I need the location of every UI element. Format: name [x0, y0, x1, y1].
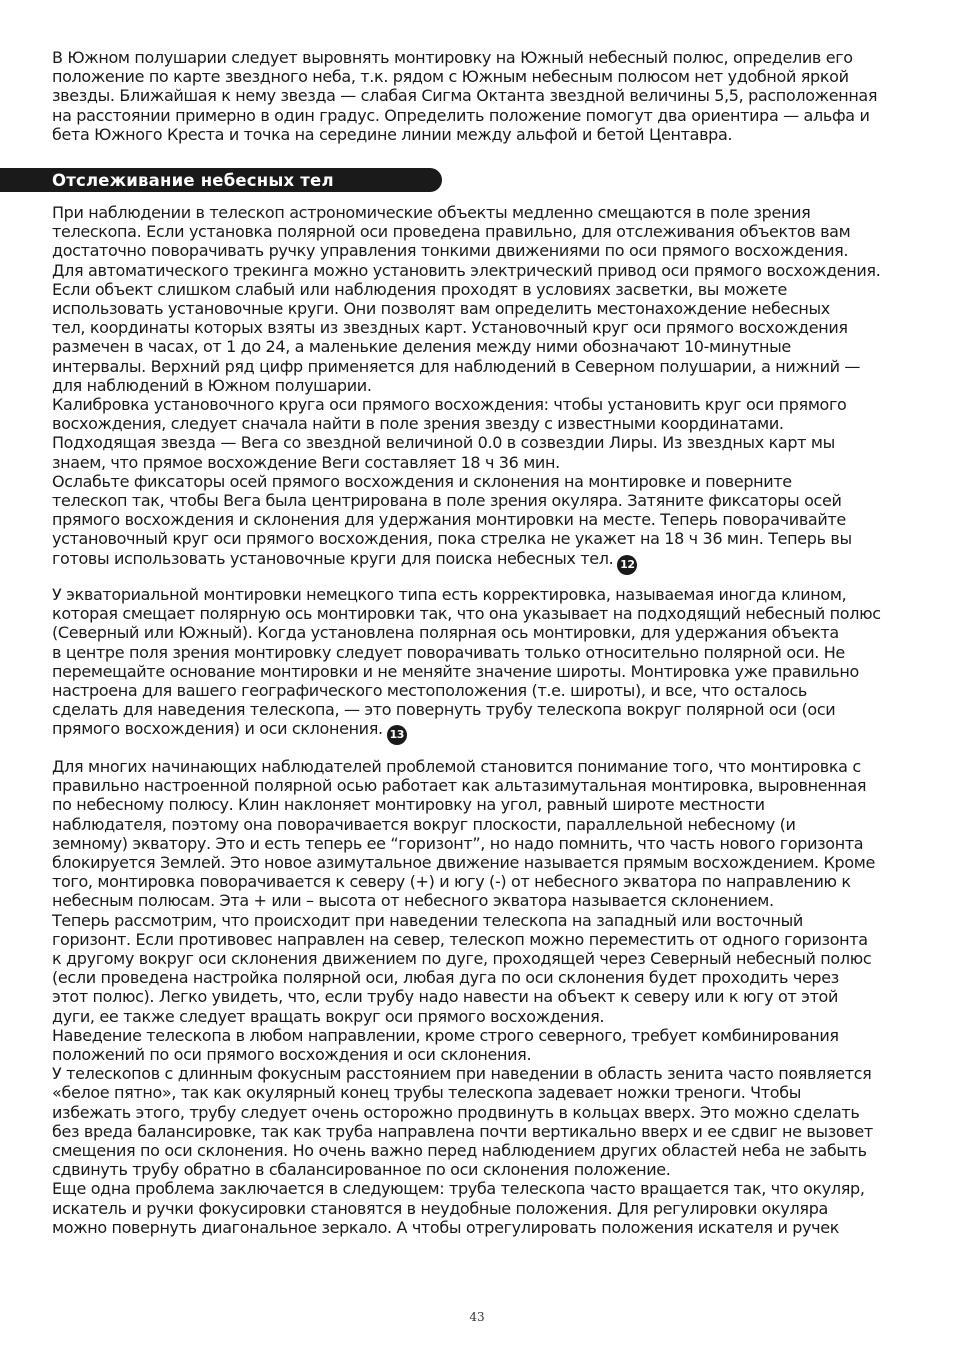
- figure-reference-badge-12: 12: [617, 555, 637, 575]
- section-header-bar: [0, 168, 442, 192]
- paragraph-german-mount: [52, 585, 904, 745]
- paragraph-tracking: [52, 203, 904, 575]
- intro-paragraph: В Южном полушарии следует выровнять монтировку на Южный небесный полюс, определив его положение по карте звездного неба, т.к. рядом с Южным небесным полюсом нет удобной яркой звезды. Ближайшая к нему звезда — слабая Сигма Октанта звездной величины 5,5, расположенная на расстоянии примерно в один градус. Определить положение помогут два ориентира — альфа и бета Южного Креста и точка на середине линии между альфой и бетой Центавра.: [52, 48, 878, 144]
- paragraph-tracking-text: При наблюдении в телескоп астрономические объекты медленно смещаются в поле зрения телескопа. Если установка полярной оси проведена правильно, для отслеживания объектов вам достаточно поворачивать ручку управления тонкими движениями по оси прямого восхождения. Для автоматического трекинга можно установить электрический привод оси прямого восхождения. Если объект слишком слабый или наблюдения проходят в условиях засветки, вы можете использовать установочные круги. Они позволят вам определить местонахождение небесных тел, координаты которых взяты из звездных карт. Установочный круг оси прямого восхождения размечен в часах, от 1 до 24, а маленькие деления между ними обозначают 10-минутные интервалы. Верхний ряд цифр применяется для наблюдений в Северном полушарии, а нижний — для наблюдений в Южном полушарии. Калибровка установочного круга оси прямого восхождения: чтобы установить круг оси прямого восхождения, следует сначала найти в поле зрения звезду с известными координатами. Подходящая звезда — Вега со звездной величиной 0.0 в созвездии Лиры. Из звездных карт мы знаем, что прямое восхождение Веги составляет 18 ч 36 мин. Ослабьте фиксаторы осей прямого восхождения и склонения на монтировке и поверните телескоп так, чтобы Вега была центрирована в поле зрения окуляра. Затяните фиксаторы осей прямого восхождения и склонения для удержания монтировки на месте. Теперь поворачивайте установочный круг оси прямого восхождения, пока стрелка не укажет на 18 ч 36 мин. Теперь вы готовы использовать установочные круги для поиска небесных тел.: [52, 203, 881, 568]
- section-title: Отслеживание небесных тел: [52, 170, 334, 190]
- page-number: 43: [469, 1310, 485, 1324]
- paragraph-beginners: Для многих начинающих наблюдателей проблемой становится понимание того, что монтировка с правильно настроенной полярной осью работает как альтазимутальная монтировка, выровненная по небесному полюсу. Клин наклоняет монтировку на угол, равный широте местности наблюдателя, поэтому она поворачивается вокруг плоскости, параллельной небесному (и земному) экватору. Это и есть теперь ее “горизонт”, но надо помнить, что часть нового горизонта блокируется Землей. Это новое азимутальное движение называется прямым восхождением. Кроме того, монтировка поворачивается к северу (+) и югу (-) от небесного экватора по направлению к небесным полюсам. Эта + или – высота от небесного экватора называется склонением. Теперь рассмотрим, что происходит при наведении телескопа на западный или восточный горизонт. Если противовес направлен на север, телескоп можно переместить от одного горизонта к другому вокруг оси склонения движением по дуге, проходящей через Северный небесный полюс (если проведена настройка полярной оси, любая дуга по оси склонения будет проходить через этот полюс). Легко увидеть, что, если трубу надо навести на объект к северу или к югу от этой дуги, ее также следует вращать вокруг оси прямого восхождения. Наведение телескопа в любом направлении, кроме строго северного, требует комбинирования положений по оси прямого восхождения и оси склонения. У телескопов с длинным фокусным расстоянием при наведении в область зенита часто появляется «белое пятно», так как окулярный конец трубы телескопа задевает ножки треноги. Чтобы избежать этого, трубу следует очень осторожно продвинуть в кольцах вверх. Это можно сделать без вреда балансировке, так как труба направлена почти вертикально вверх и ее сдвиг не вызовет смещения по оси склонения. Но очень важно перед наблюдением других областей неба не забыть сдвинуть трубу обратно в сбалансированное по оси склонения положение. Еще одна проблема заключается в следующем: труба телескопа часто вращается так, что окуляр, искатель и ручки фокусировки становятся в неудобные положения. Для регулировки окуляра можно повернуть диагональное зеркало. А чтобы отрегулировать положения искателя и ручек: [52, 757, 875, 1237]
- figure-reference-badge-13: 13: [387, 725, 407, 745]
- paragraph-german-mount-text: У экваториальной монтировки немецкого типа есть корректировка, называемая иногда клином, которая смещает полярную ось монтировки так, что она указывает на подходящий небесный полюс (Северный или Южный). Когда установлена полярная ось монтировки, для удержания объекта в центре поля зрения монтировку следует поворачивать только относительно полярной оси. Не перемещайте основание монтировки и не меняйте значение широты. Монтировка уже правильно настроена для вашего географического местоположения (т.е. широты), и все, что осталось сделать для наведения телескопа, — это повернуть трубу телескопа вокруг полярной оси (оси прямого восхождения) и оси склонения.: [52, 585, 881, 739]
